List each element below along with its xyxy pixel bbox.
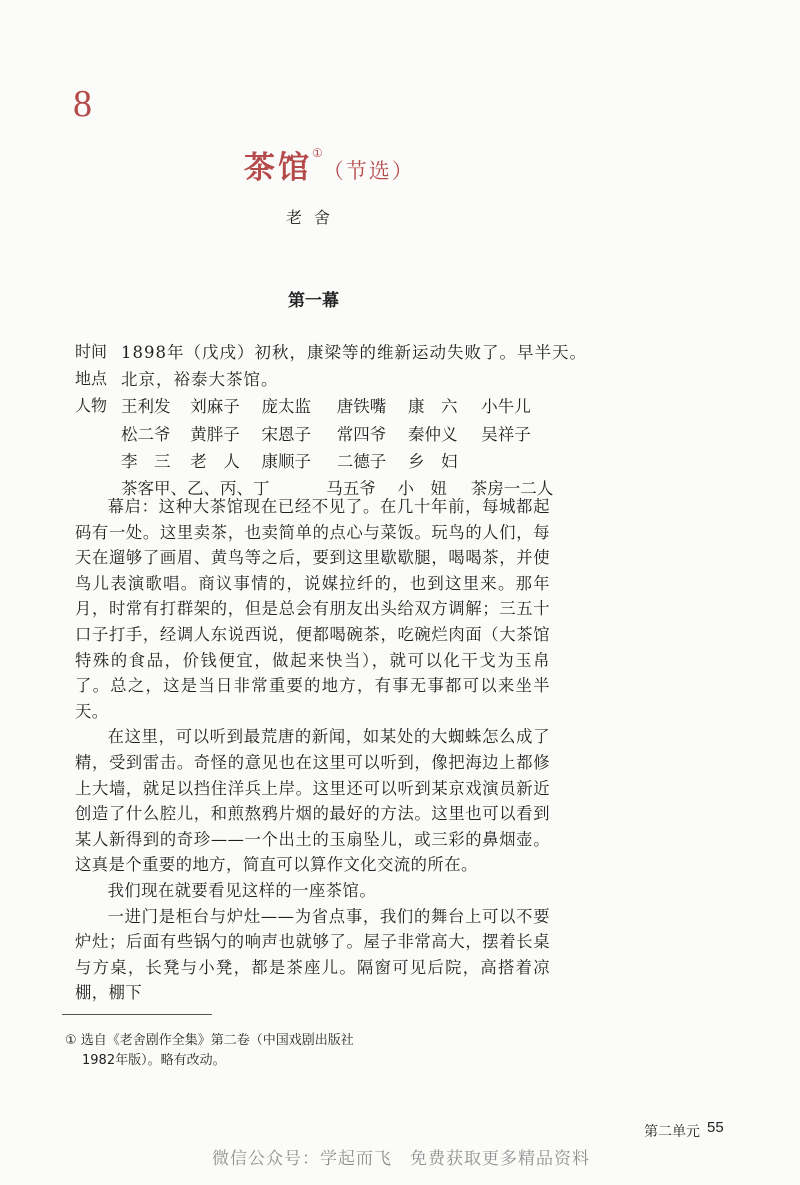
cast-name: 康顺子 bbox=[261, 452, 311, 471]
page-subtitle: （节选） bbox=[322, 159, 415, 183]
footnote-marker: ① bbox=[65, 1033, 77, 1048]
watermark: 微信公众号：学起而飞 免费获取更多精品资料 bbox=[212, 1149, 590, 1169]
place-label: 地点 bbox=[75, 369, 108, 388]
cast-row-2 bbox=[121, 421, 531, 445]
paragraph: 在这里，可以听到最荒唐的新闻，如某处的大蜘蛛怎么成了精，受到雷击。奇怪的意见也在这里可以听到，像把海边上都修上大墙，就足以挡住洋兵上岸。这里还可以听到某京戏演员新近创造了什么腔儿，和煎熬鸦片烟的最好的方法。这里也可以看到某人新得到的奇珍——一个出土的玉扇坠儿，或三彩的鼻烟壶。这真是个重要的地方，简直可以算作文化交流的所在。 bbox=[75, 727, 550, 875]
time-text: 1898年（戊戌）初秋，康梁等的维新运动失败了。早半天。 bbox=[121, 343, 587, 362]
paragraph: 一进门是柜台与炉灶——为省点事，我们的舞台上可以不要炉灶；后面有些锅勺的响声也就够了。屋子非常高大，摆着长桌与方桌，长凳与小凳，都是茶座儿。隔窗可见后院，高搭着凉棚，棚下 bbox=[75, 906, 550, 1003]
cast-name: 康 六 bbox=[408, 397, 458, 416]
cast-name: 常四爷 bbox=[336, 425, 387, 444]
cast-name: 宋恩子 bbox=[261, 425, 311, 444]
body-text bbox=[75, 494, 550, 1006]
place-text: 北京，裕泰大茶馆。 bbox=[121, 370, 279, 389]
cast-name: 吴祥子 bbox=[481, 425, 531, 444]
cast-name: 王利发 bbox=[121, 397, 171, 416]
footnote bbox=[65, 1031, 385, 1071]
cast-name: 秦仲义 bbox=[408, 425, 458, 444]
cast-name: 唐铁嘴 bbox=[336, 397, 387, 416]
cast-name: 茶房一二人 bbox=[470, 479, 554, 498]
cast-name: 黄胖子 bbox=[190, 425, 240, 444]
paragraph: 我们现在就要看见这样的一座茶馆。 bbox=[107, 880, 377, 900]
lesson-number: 8 bbox=[73, 83, 92, 125]
paragraph: 幕启：这种大茶馆现在已经不见了。在几十年前，每城都起码有一处。这里卖茶，也卖简单的点心与菜饭。玩鸟的人们，每天在遛够了画眉、黄鸟等之后，要到这里歇歇腿，喝喝茶，并使鸟儿表演歌唱。商议事情的，说媒拉纤的，也到这里来。那年月，时常有打群架的，但是总会有朋友出头给双方调解；三五十口子打手，经调人东说西说，便都喝碗茶，吃碗烂肉面（大茶馆特殊的食品，价钱便宜，做起来快当），就可以化干戈为玉帛了。总之，这是当日非常重要的地方，有事无事都可以来坐半天。 bbox=[75, 497, 550, 721]
title-footnote-marker[interactable]: ① bbox=[312, 146, 323, 160]
page-number: 55 bbox=[707, 1119, 724, 1136]
characters-label: 人物 bbox=[75, 396, 108, 415]
time-label: 时间 bbox=[75, 342, 108, 361]
cast-name: 小牛儿 bbox=[481, 397, 531, 416]
title-block bbox=[244, 142, 415, 187]
cast-name: 庞太监 bbox=[261, 397, 311, 416]
act-heading: 第一幕 bbox=[288, 291, 339, 311]
cast-name: 刘麻子 bbox=[190, 397, 240, 416]
unit-label: 第二单元 bbox=[644, 1124, 700, 1140]
cast-name: 乡 妇 bbox=[408, 452, 458, 471]
cast-name: 马五爷 bbox=[326, 479, 376, 498]
footnote-divider bbox=[62, 1014, 212, 1015]
cast-name: 李 三 bbox=[121, 452, 171, 471]
cast-name: 茶客甲、乙、丙、丁 bbox=[121, 479, 270, 498]
cast-name: 小 妞 bbox=[397, 479, 447, 498]
footnote-line-1: 选自《老舍剧作全集》第二卷（中国戏剧出版社 bbox=[80, 1033, 354, 1048]
cast-name: 松二爷 bbox=[121, 425, 171, 444]
cast-name: 二德子 bbox=[336, 452, 387, 471]
cast-row-3 bbox=[121, 448, 458, 472]
footnote-line-2: 1982年版）。略有改动。 bbox=[82, 1053, 226, 1068]
page-title: 茶馆 bbox=[244, 150, 312, 186]
cast-name: 老 人 bbox=[190, 452, 240, 471]
cast-row-1 bbox=[121, 393, 531, 417]
author: 老舍 bbox=[286, 208, 343, 227]
